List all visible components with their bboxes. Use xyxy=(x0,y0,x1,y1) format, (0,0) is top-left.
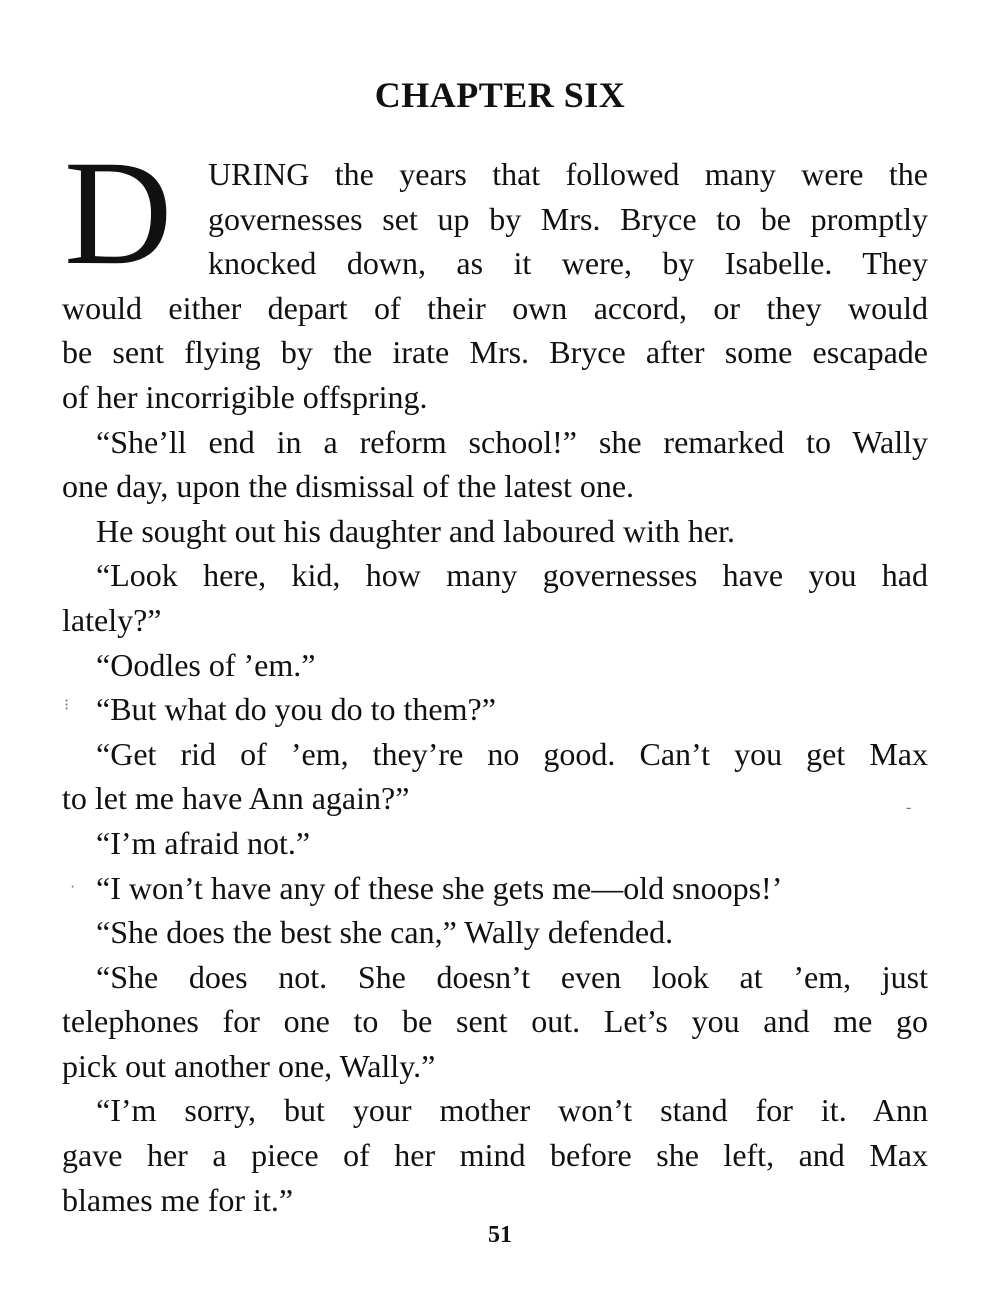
text-line: gave her a piece of her mind before she left, and Max xyxy=(62,1137,928,1174)
text-line: knocked down, as it were, by Isabelle. They xyxy=(208,245,928,282)
text-line: pick out another one, Wally.” xyxy=(62,1047,436,1084)
paragraph xyxy=(62,152,928,420)
text-line: to let me have Ann again?” xyxy=(62,780,410,817)
paragraph xyxy=(62,509,928,554)
text-line: “I’m sorry, but your mother won’t stand for it. Ann xyxy=(96,1092,928,1129)
paragraph xyxy=(62,732,928,821)
page-number: 51 xyxy=(488,1222,512,1248)
text-line: telephones for one to be sent out. Let’s you and me go xyxy=(62,1003,928,1040)
text-line: “I’m afraid not.” xyxy=(96,824,311,861)
paragraph xyxy=(62,910,928,955)
text-line: “Get rid of ’em, they’re no good. Can’t you get Max xyxy=(96,735,928,772)
paragraph xyxy=(62,553,928,642)
paragraph xyxy=(62,955,928,1089)
text-line: “She’ll end in a reform school!” she remarked to Wally xyxy=(96,423,928,460)
text-line: one day, upon the dismissal of the latest one. xyxy=(62,468,635,505)
paragraph xyxy=(62,687,928,732)
text-line: be sent flying by the irate Mrs. Bryce after some escapade xyxy=(62,334,928,371)
text-line: governesses set up by Mrs. Bryce to be promptly xyxy=(208,200,928,237)
chapter-title: CHAPTER SIX xyxy=(374,75,626,115)
text-line: “Look here, kid, how many governesses have you had xyxy=(96,557,928,594)
text-line: blames me for it.” xyxy=(62,1181,294,1218)
paragraph xyxy=(62,821,928,866)
paragraph xyxy=(62,866,928,911)
text-line: “She does the best she can,” Wally defended. xyxy=(96,914,674,951)
drop-cap: D xyxy=(64,130,173,296)
scan-speck: ⁝ xyxy=(64,697,70,714)
paragraph xyxy=(62,420,928,509)
scan-speck: · xyxy=(70,879,76,896)
scan-speck: - xyxy=(906,799,912,816)
body-text xyxy=(62,152,928,1222)
paragraph xyxy=(62,1088,928,1222)
text-line: of her incorrigible offspring. xyxy=(62,378,428,415)
text-line: URING the years that followed many were the xyxy=(208,156,928,192)
text-line: “She does not. She doesn’t even look at ’em, just xyxy=(96,958,928,995)
text-line: would either depart of their own accord, or they would xyxy=(62,289,928,326)
text-line: “I won’t have any of these she gets me—old snoops!’ xyxy=(96,869,783,906)
text-line: “Oodles of ’em.” xyxy=(96,646,316,683)
paragraph xyxy=(62,643,928,688)
text-line: He sought out his daughter and laboured with her. xyxy=(96,512,735,549)
text-line: “But what do you do to them?” xyxy=(96,691,496,728)
text-line: lately?” xyxy=(62,601,162,638)
